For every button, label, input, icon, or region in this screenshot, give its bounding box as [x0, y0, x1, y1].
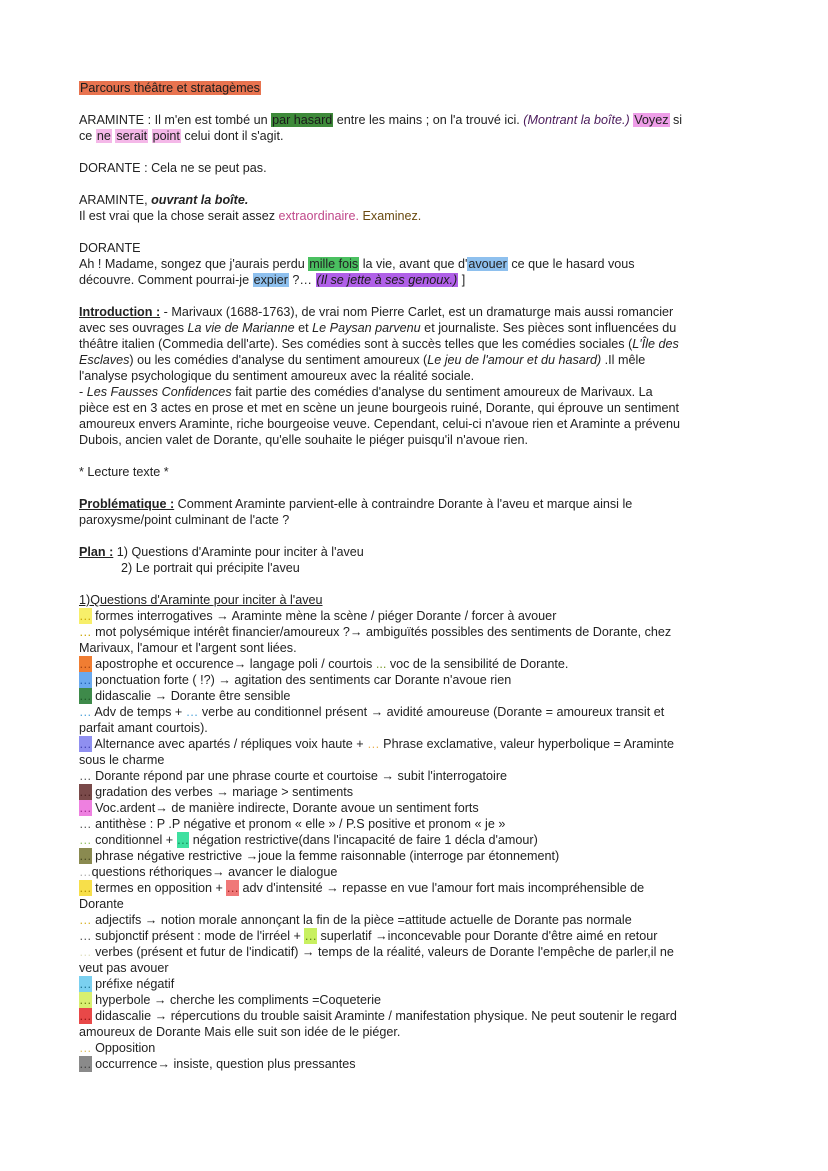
text: ?… [288, 273, 316, 287]
text: ce [79, 129, 96, 143]
list-item [79, 768, 749, 784]
excerpt-line-3: DORANTE : Cela ne se peut pas. [79, 161, 267, 175]
list-item [79, 736, 749, 752]
intro-line-5: l'analyse psychologique du sentiment amoureux avec la réalité sociale. [79, 369, 475, 383]
problematique-line-2: paroxysme/point culminant de l'acte ? [79, 513, 290, 527]
work-title: Le Paysan parvenu [312, 321, 421, 335]
color-marker: … [79, 977, 92, 991]
list-item [79, 976, 749, 992]
color-marker: ... [375, 657, 387, 671]
work-title: Esclaves [79, 353, 130, 367]
text: Comment Araminte parvient-elle à contraindre Dorante à l'aveu et marque ainsi le [174, 497, 633, 511]
lecture-note: * Lecture texte * [79, 465, 169, 479]
list-item-text: Alternance avec apartés / répliques voix haute + [91, 737, 368, 751]
excerpt-line-5 [79, 208, 749, 224]
problematique-line-1 [79, 496, 749, 512]
color-marker: … [79, 865, 92, 879]
plan-line-2: 2) Le portrait qui précipite l'aveu [121, 561, 300, 575]
intro-line-9: Dubois, ancien valet de Dorante, qu'elle souhaite le piéger puisqu'il n'avoue rien. [79, 433, 528, 447]
color-marker: … [79, 625, 92, 639]
text: et journaliste. Ses pièces sont influencées du [420, 321, 677, 335]
list-item [79, 1040, 749, 1056]
text: ARAMINTE, [79, 193, 152, 207]
list-item [79, 640, 749, 656]
list-item-text: Adv de temps + [91, 705, 186, 719]
color-marker: … [79, 993, 92, 1007]
list-item-text: superlatif →inconcevable pour Dorante d'être aimé en retour [316, 929, 658, 943]
text: entre les mains ; on l'a trouvé ici. [333, 113, 524, 127]
list-item-text: adv d'intensité → repasse en vue l'amour fort mais incompréhensible de [238, 881, 645, 895]
color-marker: … [79, 785, 92, 799]
list-item-text: amoureux de Dorante Mais elle suit son idée de le piéger. [79, 1025, 401, 1039]
work-title: La vie de Marianne [187, 321, 295, 335]
list-item-text: hyperbole → cherche les compliments =Coqueterie [91, 993, 382, 1007]
text: ce que le hasard vous [507, 257, 635, 271]
excerpt-line-6: DORANTE [79, 241, 141, 255]
list-item-text: adjectifs → notion morale annonçant la fin de la pièce =attitude actuelle de Dorante pas normale [91, 913, 632, 927]
list-item-text: Opposition [91, 1041, 156, 1055]
document-title [79, 80, 749, 96]
color-marker: … [79, 833, 92, 847]
highlight-avouer: avouer [468, 257, 507, 271]
list-item-text: didascalie → répercutions du trouble saisit Araminte / manifestation physique. Ne peut soutenir le regard [91, 1009, 677, 1023]
excerpt-line-7 [79, 256, 749, 272]
color-marker: … [79, 705, 92, 719]
problematique-label: Problématique : [79, 497, 175, 511]
list-item-text: questions réthoriques→ avancer le dialogue [91, 865, 338, 879]
text: Ah ! Madame, songez que j'aurais perdu [79, 257, 309, 271]
list-item [79, 800, 749, 816]
list-item [79, 784, 749, 800]
list-item [79, 672, 749, 688]
text: et [294, 321, 313, 335]
list-item [79, 1008, 749, 1024]
text: - Marivaux (1688-1763), de vrai nom Pierre Carlet, est un dramaturge mais aussi romancier [160, 305, 674, 319]
analysis-list [79, 608, 749, 1072]
color-marker: … [79, 913, 92, 927]
color-marker: … [79, 673, 92, 687]
list-item [79, 608, 749, 624]
list-item [79, 944, 749, 960]
highlight-point: point [152, 129, 180, 143]
list-item-text: didascalie → Dorante être sensible [91, 689, 291, 703]
list-item [79, 960, 749, 976]
plan-line-1 [79, 544, 749, 560]
work-title: Les Fausses Confidences [86, 385, 232, 399]
color-marker: … [176, 833, 190, 847]
list-item-text: conditionnel + [91, 833, 177, 847]
excerpt-line-1 [79, 112, 749, 128]
list-item [79, 1056, 749, 1072]
text: .Il mêle [601, 353, 646, 367]
text: la vie, avant que d' [359, 257, 468, 271]
list-item-text: apostrophe et occurence→ langage poli / courtois [91, 657, 376, 671]
list-item-text: veut pas avouer [79, 961, 169, 975]
highlight-ne: ne [96, 129, 111, 143]
excerpt-line-4 [79, 192, 749, 208]
intro-line-3 [79, 336, 749, 352]
text: 1) Questions d'Araminte pour inciter à l'aveu [113, 545, 364, 559]
list-item [79, 1024, 749, 1040]
color-marker: … [185, 705, 199, 719]
color-marker: … [226, 881, 239, 895]
list-item-text: formes interrogatives → Araminte mène la scène / piéger Dorante / forcer à avouer [91, 609, 557, 623]
color-marker: … [367, 737, 380, 751]
list-item [79, 832, 749, 848]
color-marker: … [79, 737, 92, 751]
color-marker: … [79, 849, 92, 863]
list-item-text: gradation des verbes → mariage > sentiments [91, 785, 354, 799]
list-item [79, 912, 749, 928]
colored-examinez: Examinez. [362, 209, 422, 223]
text: si [669, 113, 683, 127]
list-item-text: sous le charme [79, 753, 165, 767]
list-item-text: voc de la sensibilité de Dorante. [386, 657, 569, 671]
excerpt-line-8 [79, 272, 749, 288]
color-marker: … [79, 929, 92, 943]
list-item-text: préfixe négatif [91, 977, 175, 991]
list-item-text: Dorante répond par une phrase courte et courtoise → subit l'interrogatoire [91, 769, 508, 783]
list-item-text: Marivaux, l'amour et l'argent sont liées. [79, 641, 297, 655]
color-marker: … [79, 945, 92, 959]
intro-line-6 [79, 384, 749, 400]
highlight-voyez: Voyez [634, 113, 669, 127]
color-marker: … [79, 657, 92, 671]
color-marker: … [79, 801, 92, 815]
highlight-expier: expier [253, 273, 288, 287]
highlight-mille-fois: mille fois [309, 257, 359, 271]
text: théâtre italien (Commedia dell'arte). Ses comédies sont à succès telles que les comédies sociales ( [79, 337, 633, 351]
text: ) ou les comédies d'analyse du sentiment amoureux ( [129, 353, 428, 367]
list-item-text: verbes (présent et futur de l'indicatif) → temps de la réalité, valeurs de Dorante l'empêche de parler,il ne [91, 945, 674, 959]
highlight-genoux: (Il se jette à ses genoux.) [316, 273, 458, 287]
list-item [79, 752, 749, 768]
highlight-par-hasard: par hasard [272, 113, 333, 127]
list-item-text: occurrence→ insiste, question plus pressantes [91, 1057, 356, 1071]
text: - [79, 385, 87, 399]
document-page [79, 80, 749, 1072]
section-heading: 1)Questions d'Araminte pour inciter à l'aveu [79, 593, 323, 607]
list-item-text: Phrase exclamative, valeur hyperbolique = Araminte [379, 737, 675, 751]
list-item [79, 864, 749, 880]
list-item [79, 704, 749, 720]
intro-label: Introduction : [79, 305, 161, 319]
text: ARAMINTE : Il m'en est tombé un [79, 113, 272, 127]
list-item [79, 992, 749, 1008]
list-item-text: phrase négative restrictive →joue la femme raisonnable (interroge par étonnement) [91, 849, 560, 863]
color-marker: … [79, 817, 92, 831]
excerpt-line-2 [79, 128, 749, 144]
plan-label: Plan : [79, 545, 114, 559]
title-highlight: Parcours théâtre et stratagèmes [80, 81, 260, 95]
list-item-text: ponctuation forte ( !?) → agitation des sentiments car Dorante n'avoue rien [91, 673, 512, 687]
list-item-text: termes en opposition + [91, 881, 227, 895]
text: celui dont il s'agit. [180, 129, 284, 143]
intro-line-8: amoureux envers Araminte, riche bourgeoise veuve. Cependant, celui-ci n'avoue rien et Araminte a prévenu [79, 417, 680, 431]
intro-line-4 [79, 352, 749, 368]
list-item [79, 816, 749, 832]
list-item-text: parfait amant courtois). [79, 721, 208, 735]
list-item [79, 656, 749, 672]
list-item [79, 848, 749, 864]
list-item-text: verbe au conditionnel présent → avidité amoureuse (Dorante = amoureux transit et [198, 705, 665, 719]
list-item [79, 896, 749, 912]
highlight-serait: serait [116, 129, 148, 143]
color-marker: … [79, 1041, 92, 1055]
list-item [79, 720, 749, 736]
stage-direction: ouvrant la boîte. [151, 193, 249, 207]
list-item-text: mot polysémique intérêt financier/amoureux ?→ ambiguïtés possibles des sentiments de Dorante, chez [91, 625, 672, 639]
list-item-text: négation restrictive(dans l'incapacité de faire 1 décla d'amour) [189, 833, 538, 847]
color-marker: … [79, 609, 92, 623]
text: Il est vrai que la chose serait assez [79, 209, 279, 223]
stage-direction: (Montrant la boîte.) [523, 113, 630, 127]
list-item-text: Dorante [79, 897, 124, 911]
colored-extraordinaire: extraordinaire. [278, 209, 360, 223]
intro-line-2 [79, 320, 749, 336]
color-marker: … [79, 769, 92, 783]
color-marker: … [304, 929, 317, 943]
text: ] [458, 273, 466, 287]
color-marker: … [79, 1009, 92, 1023]
work-title: Le jeu de l'amour et du hasard) [427, 353, 602, 367]
intro-line-1 [79, 304, 749, 320]
list-item [79, 688, 749, 704]
intro-line-7: pièce est en 3 actes en prose et met en scène un jeune bourgeois ruiné, Dorante, qui éprouve un sentiment [79, 401, 679, 415]
list-item [79, 624, 749, 640]
list-item [79, 880, 749, 896]
text: fait partie des comédies d'analyse du sentiment amoureux de Marivaux. La [231, 385, 653, 399]
color-marker: … [79, 689, 92, 703]
text: découvre. Comment pourrai-je [79, 273, 253, 287]
list-item-text: Voc.ardent→ de manière indirecte, Dorante avoue un sentiment forts [91, 801, 479, 815]
color-marker: … [79, 881, 92, 895]
work-title: L'Île des [632, 337, 679, 351]
text: avec ses ouvrages [79, 321, 188, 335]
list-item-text: subjonctif présent : mode de l'irréel + [91, 929, 305, 943]
list-item [79, 928, 749, 944]
color-marker: … [79, 1057, 92, 1071]
list-item-text: antithèse : P .P négative et pronom « elle » / P.S positive et pronom « je » [91, 817, 506, 831]
